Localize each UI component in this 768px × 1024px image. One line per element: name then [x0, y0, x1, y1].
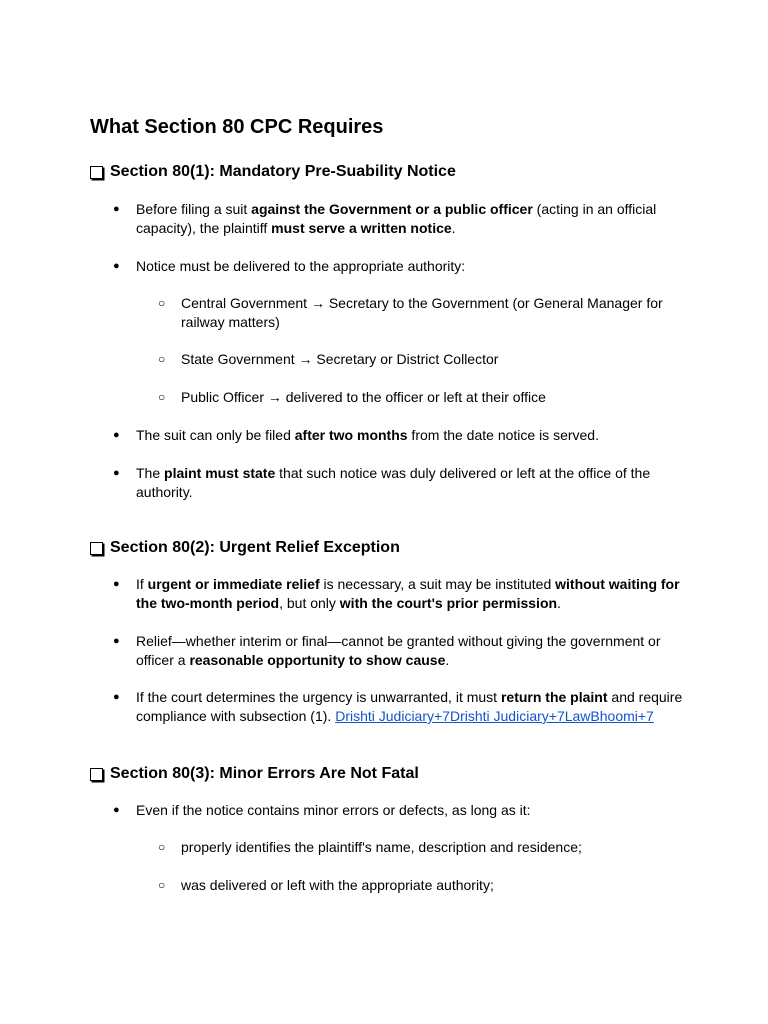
sub-list-item	[158, 838, 681, 857]
sub-bullet-icon: ○	[158, 296, 166, 310]
bold-text-run: must serve a written notice	[271, 220, 452, 236]
text-run: , but only	[279, 595, 340, 611]
bold-text-run: against the Government or a public officer	[251, 201, 533, 217]
text-run: was delivered or left with the appropriate authority;	[181, 877, 494, 893]
text-run: Public Officer → delivered to the officer or left at their office	[181, 389, 546, 405]
list-item	[113, 464, 684, 502]
text-run: If the court determines the urgency is unwarranted, it must	[136, 689, 501, 705]
text-run: Central Government → Secretary to the Government (or General Manager for railway matters)	[181, 295, 663, 330]
text-run: is necessary, a suit may be instituted	[319, 576, 556, 592]
sub-list-item	[158, 876, 681, 895]
section-heading-text: Section 80(3): Minor Errors Are Not Fatal	[110, 765, 419, 782]
bold-text-run: return the plaint	[500, 689, 608, 705]
text-run: The	[136, 465, 165, 481]
text-run: If	[136, 576, 148, 592]
bold-text-run: without waiting for the two-month period	[136, 576, 680, 611]
bullet-icon: ●	[113, 203, 120, 215]
list-item	[113, 688, 684, 726]
checkbox-square-icon	[90, 166, 103, 179]
section-heading-text: Section 80(2): Urgent Relief Exception	[110, 539, 400, 556]
bullet-icon: ●	[113, 635, 120, 647]
bold-text-run: reasonable opportunity to show cause	[189, 652, 446, 668]
bullet-icon: ●	[113, 578, 120, 590]
text-run: from the date notice is served.	[407, 427, 599, 443]
bullet-icon: ●	[113, 429, 120, 441]
text-run: and require compliance with subsection (1).	[136, 689, 683, 724]
list-item	[113, 200, 684, 238]
checkbox-square-icon	[90, 542, 103, 555]
checkbox-square-icon	[90, 768, 103, 781]
sub-bullet-icon: ○	[158, 390, 166, 404]
list-item	[113, 575, 684, 613]
text-run: The suit can only be filed	[136, 427, 295, 443]
list-item	[113, 257, 684, 276]
bold-text-run: urgent or immediate relief	[147, 576, 320, 592]
text-run: State Government → Secretary or District Collector	[181, 351, 499, 367]
text-run: Notice must be delivered to the appropriate authority:	[136, 258, 466, 274]
bullet-icon: ●	[113, 804, 120, 816]
sub-list-item	[158, 388, 681, 407]
section-heading-80-3	[90, 765, 419, 783]
bold-text-run: with the court's prior permission	[339, 595, 558, 611]
bullet-icon: ●	[113, 467, 120, 479]
sub-bullet-icon: ○	[158, 352, 166, 366]
text-run: .	[445, 652, 450, 668]
list-item	[113, 801, 684, 820]
text-run: .	[557, 595, 561, 611]
section-heading-80-2	[90, 539, 400, 557]
sub-list-item	[158, 294, 681, 332]
page-title: What Section 80 CPC Requires	[90, 116, 384, 138]
text-run: Before filing a suit	[136, 201, 252, 217]
bold-text-run: plaint must state	[164, 465, 276, 481]
source-citation-link[interactable]: Drishti Judiciary+7Drishti Judiciary+7LawBhoomi+7	[335, 708, 654, 724]
section-heading-text: Section 80(1): Mandatory Pre-Suability Notice	[110, 163, 456, 180]
text-run: Relief—whether interim or final—cannot be granted without giving the government or officer a	[136, 633, 661, 668]
sub-bullet-icon: ○	[158, 840, 166, 854]
list-item	[113, 632, 684, 670]
sub-list-item	[158, 350, 681, 369]
text-run: .	[451, 220, 456, 236]
list-item	[113, 426, 684, 445]
bullet-icon: ●	[113, 260, 120, 272]
text-run: Even if the notice contains minor errors or defects, as long as it:	[136, 802, 531, 818]
section-heading-80-1	[90, 163, 456, 181]
bold-text-run: after two months	[294, 427, 408, 443]
text-run: properly identifies the plaintiff's name, description and residence;	[181, 839, 582, 855]
text-run: that such notice was duly delivered or left at the office of the authority.	[136, 465, 651, 500]
text-run: (acting in an official capacity), the plaintiff	[136, 201, 657, 236]
bullet-icon: ●	[113, 691, 120, 703]
sub-bullet-icon: ○	[158, 878, 166, 892]
